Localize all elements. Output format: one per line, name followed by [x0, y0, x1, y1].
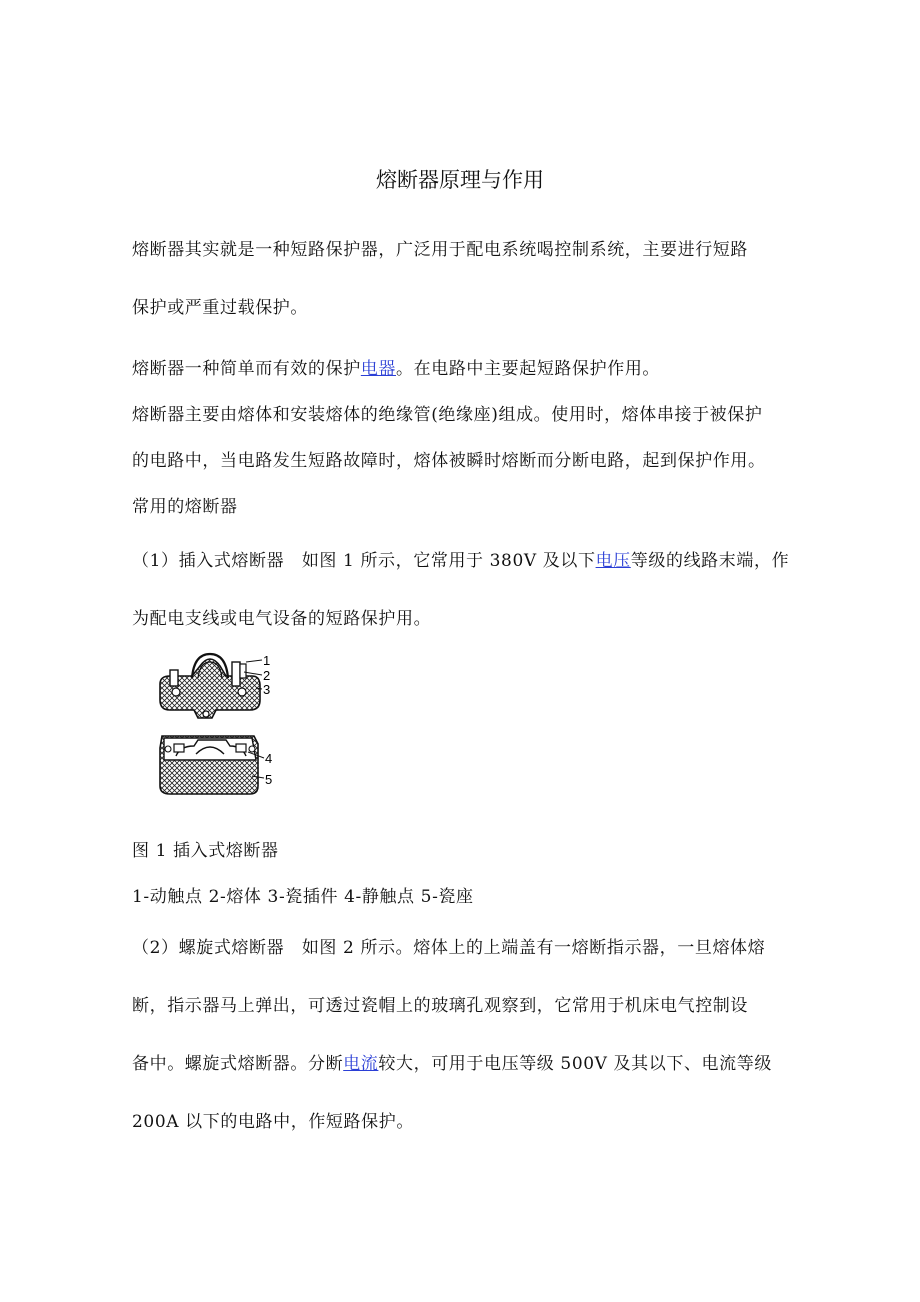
- paragraph-plug-in-fuse: [132, 532, 792, 648]
- figure-caption-block: [132, 828, 792, 920]
- plug-in-fuse-illustration: [152, 648, 292, 800]
- paragraph-line: 200A 以下的电路中，作短路保护。: [132, 1112, 414, 1132]
- paragraph-line: [132, 346, 792, 392]
- paragraph-line: （2）螺旋式熔断器 如图 2 所示。熔体上的上端盖有一熔断指示器，一旦熔体熔: [132, 938, 766, 958]
- text-segment: 较大，可用于电压等级 500V 及其以下、电流等级: [378, 1054, 772, 1074]
- figure-label-5: 5: [265, 772, 273, 787]
- text-segment: （1）插入式熔断器 如图 1 所示，它常用于 380V 及以下: [132, 551, 596, 571]
- page-title: 熔断器原理与作用: [376, 168, 544, 192]
- paragraph-line: [132, 1035, 792, 1093]
- paragraph-line: 的电路中，当电路发生短路故障时，熔体被瞬时熔断而分断电路，起到保护作用。: [132, 451, 766, 471]
- paragraph-line: 保护或严重过载保护。: [132, 298, 308, 318]
- text-segment: 等级的线路末端，作: [630, 551, 790, 571]
- paragraph-line: 为配电支线或电气设备的短路保护用。: [132, 609, 432, 629]
- figure-label-4: 4: [265, 751, 273, 766]
- figure-label-3: 3: [263, 682, 271, 697]
- paragraph-composition: [132, 392, 792, 530]
- text-segment: 。在电路中主要起短路保护作用。: [396, 359, 661, 379]
- paragraph-line: 熔断器主要由熔体和安装熔体的绝缘管(绝缘座)组成。使用时，熔体串接于被保护: [132, 405, 763, 425]
- figure-caption: 图 1 插入式熔断器: [132, 841, 279, 861]
- paragraph-intro: [132, 221, 792, 337]
- paragraph-line: [132, 532, 792, 590]
- paragraph-line: 断，指示器马上弹出，可透过瓷帽上的玻璃孔观察到，它常用于机床电气控制设: [132, 996, 748, 1016]
- figure-label-2: 2: [263, 668, 271, 683]
- link-electrical-appliance[interactable]: 电器: [360, 359, 397, 379]
- paragraph-screw-fuse: [132, 919, 792, 1151]
- moving-contact-shape: [170, 670, 178, 686]
- paragraph-line: 熔断器其实就是一种短路保护器，广泛用于配电系统喝控制系统，主要进行短路: [132, 240, 748, 260]
- text-segment: 熔断器一种简单而有效的保护: [132, 359, 361, 379]
- figure-legend: 1-动触点 2-熔体 3-瓷插件 4-静触点 5-瓷座: [132, 887, 474, 907]
- link-voltage[interactable]: 电压: [595, 551, 631, 571]
- section-heading-common-fuses: 常用的熔断器: [132, 497, 238, 517]
- figure-plug-in-fuse: [152, 648, 292, 804]
- paragraph-simple-protection: [132, 346, 792, 392]
- link-current[interactable]: 电流: [343, 1054, 379, 1074]
- text-segment: 备中。螺旋式熔断器。分断: [132, 1054, 344, 1074]
- figure-label-1: 1: [263, 653, 271, 668]
